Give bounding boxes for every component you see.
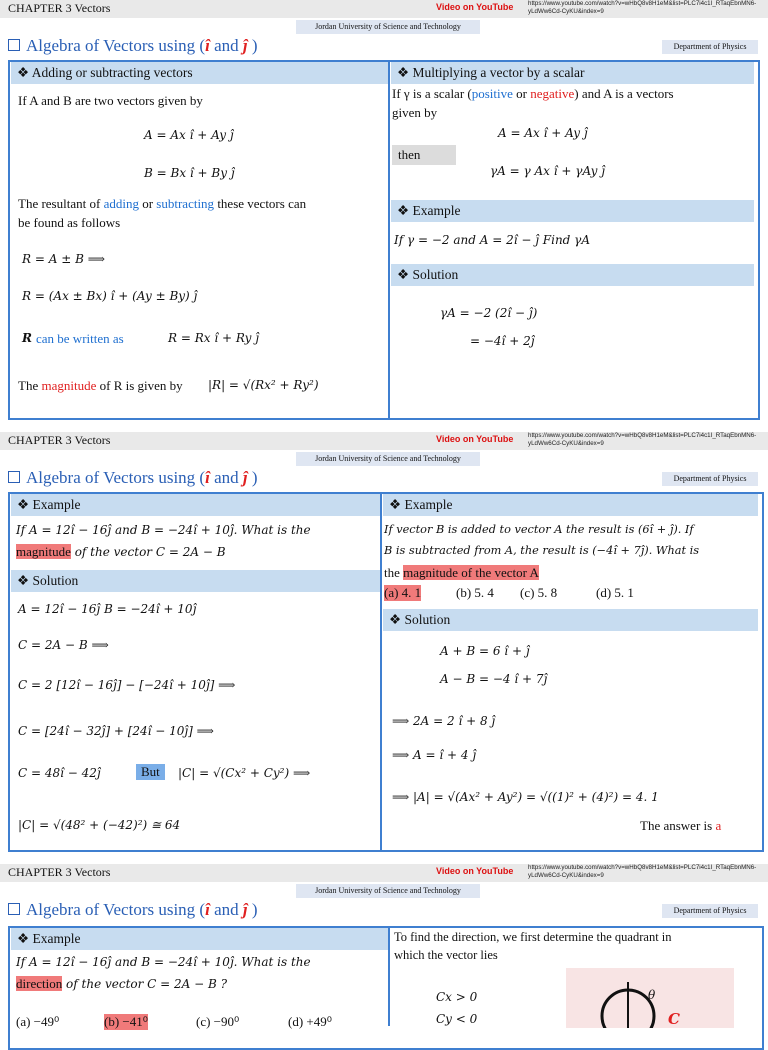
scalar-text: If γ is a scalar (positive or negative) and A is a vectors (392, 86, 674, 101)
right-step-3: ⟹ 2A = 2 î + 8 ĵ (392, 714, 496, 728)
section-example-left: ❖ Example (11, 494, 380, 516)
option-b: (b) 5. 4 (456, 585, 494, 600)
cy-condition: Cy < 0 (436, 1012, 478, 1026)
eq-r2: R = (Ax ± Bx) î + (Ay ± By) ĵ (22, 289, 198, 303)
youtube-link[interactable]: Video on YouTube (436, 434, 514, 444)
column-divider (380, 492, 382, 852)
step-1: A = 12î − 16ĵ B = −24î + 10ĵ (18, 602, 197, 616)
section-solution-right: ❖ Solution (383, 609, 758, 631)
right-step-2: A − B = −4 î + 7ĵ (440, 672, 548, 686)
column-divider (388, 60, 390, 420)
right-question-1: If vector B is added to vector A the result is (6î + ĵ). If (384, 523, 694, 536)
question-line-1: If A = 12î − 16ĵ and B = −24î + 10ĵ. What is the (16, 955, 311, 969)
eq-r1: R = A ± B ⟹ (22, 252, 105, 266)
c-label: C (668, 1010, 680, 1028)
step-4: C = [24î − 32ĵ] + [24î − 10ĵ] ⟹ (18, 724, 214, 738)
option-b: (b) −41⁰ (104, 1014, 148, 1029)
chapter-label: CHAPTER 3 Vectors (8, 1, 111, 15)
checkbox-icon (8, 471, 20, 483)
direction-text-2: which the vector lies (394, 948, 498, 962)
theta-label: θ (648, 988, 656, 1002)
section-example: ❖ Example (391, 200, 754, 222)
option-a: (a) 4. 1 (384, 585, 422, 600)
department-label: Department of Physics (662, 904, 758, 918)
slide-title: Algebra of Vectors using (î and ĵ ) (8, 36, 258, 56)
solution-1: γA = −2 (2î − ĵ) (440, 306, 538, 320)
step-5: C = 48î − 42ĵ (18, 766, 101, 780)
right-step-1: A + B = 6 î + ĵ (440, 644, 530, 658)
slide-3 (0, 864, 768, 1029)
column-divider (388, 926, 390, 1026)
question-line-1: If A = 12î − 16ĵ and B = −24î + 10ĵ. What is the (16, 523, 311, 537)
question-line-2: magnitude of the vector C = 2A − B (16, 544, 226, 559)
university-label: Jordan University of Science and Technology (296, 20, 480, 34)
section-example-left: ❖ Example (11, 928, 388, 950)
option-c: (c) −90⁰ (196, 1014, 240, 1029)
university-label: Jordan University of Science and Technology (296, 884, 480, 898)
section-solution: ❖ Solution (391, 264, 754, 286)
magnitude-text: The magnitude of R is given by (18, 378, 183, 393)
direction-text-1: To find the direction, we first determine the quadrant in (394, 930, 672, 944)
section-adding: ❖ Adding or subtracting vectors (11, 62, 388, 84)
section-solution-left: ❖ Solution (11, 570, 380, 592)
section-example-right: ❖ Example (383, 494, 758, 516)
checkbox-icon (8, 39, 20, 51)
youtube-link[interactable]: Video on YouTube (436, 866, 514, 876)
youtube-link[interactable]: Video on YouTube (436, 2, 514, 12)
option-a: (a) −49⁰ (16, 1014, 60, 1029)
eq-scalar-a: A = Ax î + Ay ĵ (498, 126, 588, 140)
department-label: Department of Physics (662, 40, 758, 54)
right-question-3: the magnitude of the vector A (384, 565, 539, 580)
slide-2 (0, 432, 768, 862)
slide-1 (0, 0, 768, 430)
right-step-5: ⟹ |A| = √(Ax² + Ay²) = √((1)² + (4)²) = 4. 1 (392, 790, 659, 804)
example-text: If γ = −2 and A = 2î − ĵ Find γA (394, 233, 591, 247)
eq-r3: R = Rx î + Ry ĵ (168, 331, 259, 345)
video-url[interactable]: https://www.youtube.com/watch?v=wHbQ8v8H1eM&list=PLC7i4c1I_RTaqEbnMN6-yLdWw6Cd-CyKU&index=9 (528, 432, 757, 447)
eq-magnitude: |R| = √(Rx² + Ry²) (208, 378, 319, 392)
given-by-text: given by (392, 105, 438, 120)
video-url[interactable]: https://www.youtube.com/watch?v=wHbQ8v8H1eM&list=PLC7i4c1I_RTaqEbnMN6-yLdWw6Cd-CyKU&index=9 (528, 0, 757, 15)
question-line-2: direction of the vector C = 2A − B ? (16, 976, 228, 991)
resultant-text: The resultant of adding or subtracting these vectors can (18, 196, 307, 211)
cx-condition: Cx > 0 (436, 990, 478, 1004)
written-text: can be written as (36, 331, 124, 346)
answer-text: The answer is a (640, 818, 722, 833)
slide-title: Algebra of Vectors using (î and ĵ ) (8, 900, 258, 920)
r-symbol: R (22, 331, 32, 345)
section-scalar: ❖ Multiplying a vector by a scalar (391, 62, 754, 84)
chapter-label: CHAPTER 3 Vectors (8, 865, 111, 879)
department-label: Department of Physics (662, 472, 758, 486)
eq-gamma: γA = γ Ax î + γAy ĵ (490, 164, 605, 178)
video-url[interactable]: https://www.youtube.com/watch?v=wHbQ8v8H1eM&list=PLC7i4c1I_RTaqEbnMN6-yLdWw6Cd-CyKU&index=9 (528, 864, 757, 879)
option-d: (d) +49⁰ (288, 1014, 332, 1029)
option-d: (d) 5. 1 (596, 585, 634, 600)
step-3: C = 2 [12î − 16ĵ] − [−24î + 10ĵ] ⟹ (18, 678, 236, 692)
step-5b: |C| = √(Cx² + Cy²) ⟹ (178, 766, 311, 780)
step-6: |C| = √(48² + (−42)²) ≅ 64 (18, 818, 181, 832)
eq-b: B = Bx î + By ĵ (144, 166, 235, 180)
chapter-label: CHAPTER 3 Vectors (8, 433, 111, 447)
checkbox-icon (8, 903, 20, 915)
solution-2: = −4î + 2ĵ (470, 334, 535, 348)
intro-text: If A and B are two vectors given by (18, 93, 203, 108)
right-step-4: ⟹ A = î + 4 ĵ (392, 748, 477, 762)
option-c: (c) 5. 8 (520, 585, 558, 600)
right-question-2: B is subtracted from A, the result is (−4î + 7ĵ). What is (384, 544, 700, 557)
resultant-text-2: be found as follows (18, 215, 121, 230)
but-label: But (136, 764, 165, 780)
content-box (8, 60, 760, 420)
eq-a: A = Ax î + Ay ĵ (144, 128, 234, 142)
step-2: C = 2A − B ⟹ (18, 638, 109, 652)
then-label: then (392, 145, 456, 165)
slide-title: Algebra of Vectors using (î and ĵ ) (8, 468, 258, 488)
university-label: Jordan University of Science and Technology (296, 452, 480, 466)
